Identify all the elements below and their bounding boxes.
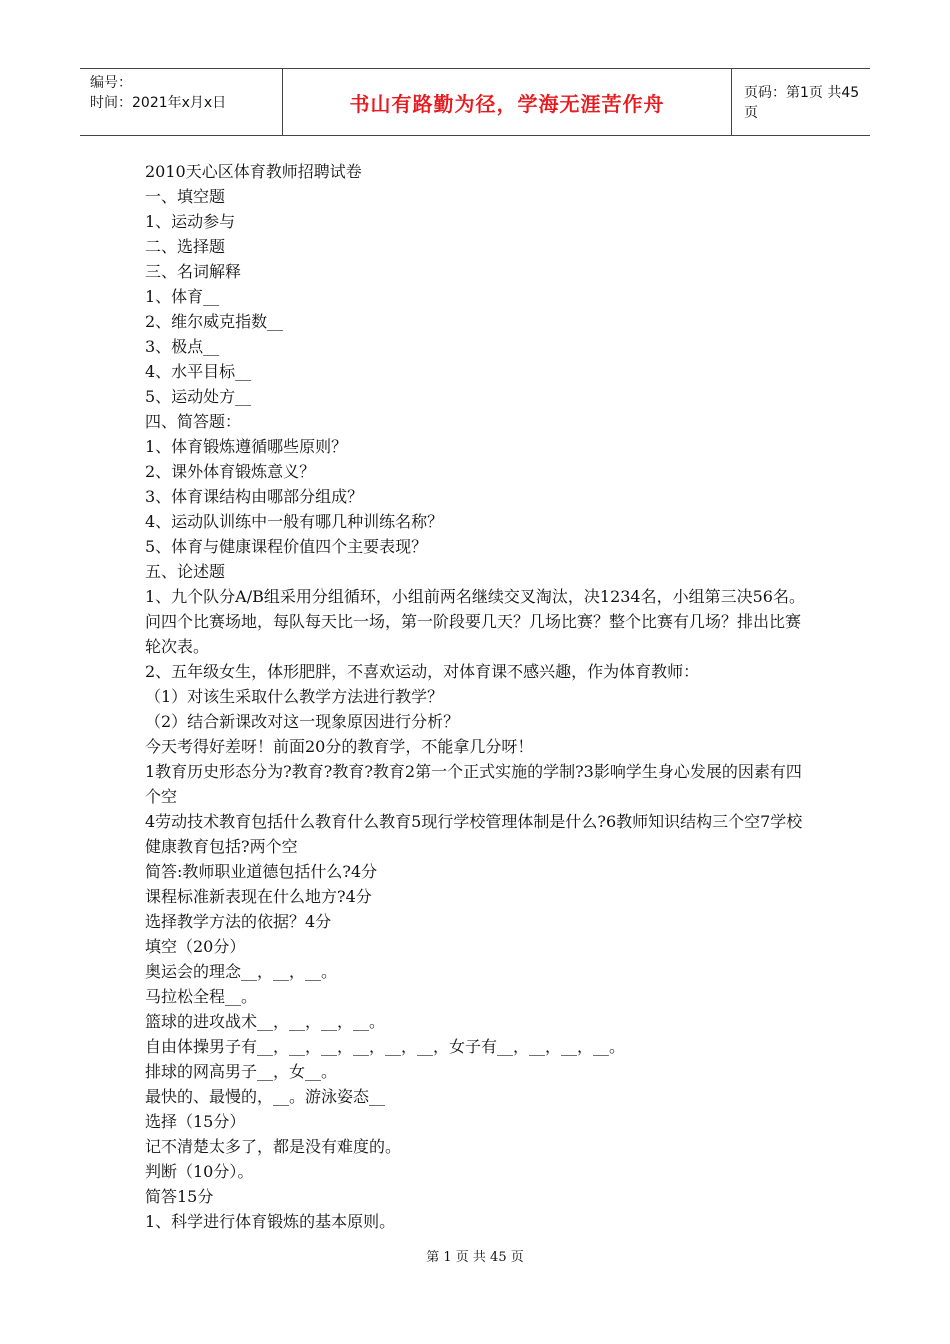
text-line: 最快的、最慢的，__。游泳姿态__ xyxy=(145,1087,386,1106)
text-line: （1）对该生采取什么教学方法进行教学？ xyxy=(145,687,444,706)
text-line: 选择教学方法的依据？4分 xyxy=(145,912,332,931)
header-motto-cell xyxy=(282,69,732,135)
text-line: （2）结合新课改对这一现象原因进行分析？ xyxy=(145,712,460,731)
text-line: 今天考得好差呀！前面20分的教育学，不能拿几分呀！ xyxy=(145,737,534,756)
text-line: 简答:教师职业道德包括什么?4分 xyxy=(145,862,378,881)
text-line: 马拉松全程__。 xyxy=(145,987,258,1006)
text-line: 2、维尔威克指数__ xyxy=(145,312,284,331)
text-line: 自由体操男子有__，__，__，__，__，__，女子有__，__，__，__。 xyxy=(145,1037,626,1056)
document-header xyxy=(80,68,870,136)
text-line: 5、体育与健康课程价值四个主要表现？ xyxy=(145,537,428,556)
text-line: 简答15分 xyxy=(145,1187,214,1206)
text-line: 1、体育__ xyxy=(145,287,220,306)
text-line: 1、体育锻炼遵循哪些原则？ xyxy=(145,437,348,456)
text-line: 1、运动参与 xyxy=(145,212,236,231)
text-line: 奥运会的理念__，__，__。 xyxy=(145,962,338,981)
document-date-label: 时间：2021年x月x日 xyxy=(90,95,227,111)
text-line: 判断（10分）。 xyxy=(145,1162,254,1181)
text-line: 课程标准新表现在什么地方?4分 xyxy=(145,887,372,906)
text-line: 记不清楚太多了，都是没有难度的。 xyxy=(145,1137,402,1156)
text-line: 1、九个队分A/B组采用分组循环，小组前两名继续交叉淘汰，决1234名，小组第三决56名。问四个比赛场地，每队每天比一场，第一阶段要几天？几场比赛？整个比赛有几场？排出比赛轮次表。 xyxy=(145,587,805,656)
text-line: 四、简答题： xyxy=(145,412,242,431)
text-line: 篮球的进攻战术__，__，__，__。 xyxy=(145,1012,386,1031)
text-line: 填空（20分） xyxy=(145,937,246,956)
text-line: 4、水平目标__ xyxy=(145,362,252,381)
text-line: 一、填空题 xyxy=(145,187,226,206)
text-line: 4、运动队训练中一般有哪几种训练名称？ xyxy=(145,512,444,531)
text-line: 3、体育课结构由哪部分组成？ xyxy=(145,487,364,506)
text-line: 二、选择题 xyxy=(145,237,226,256)
text-line: 1教育历史形态分为?教育?教育?教育2第一个正式实施的学制?3影响学生身心发展的因素有四个空 xyxy=(145,762,802,806)
header-motto: 书山有路勤为径，学海无涯苦作舟 xyxy=(349,91,665,116)
header-page-cell xyxy=(732,69,870,135)
text-line: 三、名词解释 xyxy=(145,262,242,281)
text-line: 2、五年级女生，体形肥胖，不喜欢运动，对体育课不感兴趣，作为体育教师： xyxy=(145,662,700,681)
header-info-cell xyxy=(80,69,282,135)
document-number-label: 编号： xyxy=(90,75,132,91)
text-line: 2010天心区体育教师招聘试卷 xyxy=(145,162,362,181)
text-line: 排球的网高男子__，女__。 xyxy=(145,1062,338,1081)
document-body xyxy=(145,159,810,1234)
page-footer: 第 1 页 共 45 页 xyxy=(426,1250,524,1265)
header-page-label: 页码：第1页 共45页 xyxy=(744,85,860,121)
text-line: 选择（15分） xyxy=(145,1112,246,1131)
text-line: 2、课外体育锻炼意义？ xyxy=(145,462,316,481)
text-line: 4劳动技术教育包括什么教育什么教育5现行学校管理体制是什么?6教师知识结构三个空7学校健康教育包括?两个空 xyxy=(145,812,803,856)
text-line: 3、极点__ xyxy=(145,337,220,356)
text-line: 五、论述题 xyxy=(145,562,226,581)
text-line: 5、运动处方__ xyxy=(145,387,252,406)
text-line: 1、科学进行体育锻炼的基本原则。 xyxy=(145,1212,396,1231)
